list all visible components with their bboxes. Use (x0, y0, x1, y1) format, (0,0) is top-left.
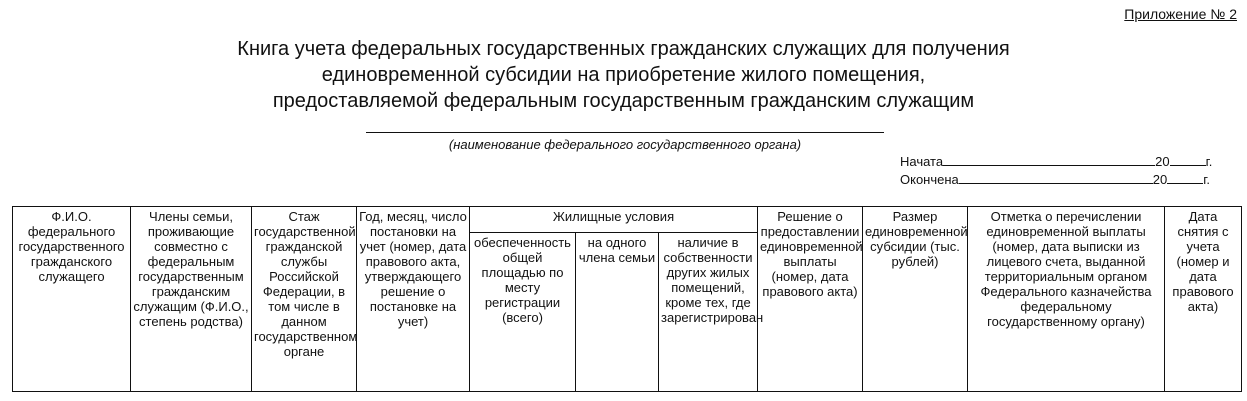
started-date-field[interactable] (943, 153, 1155, 166)
title-line-1: Книга учета федеральных государственных гражданских служащих для получения (237, 38, 1010, 60)
col-housing-per-member: на одного члена семьи (576, 233, 659, 392)
started-year-prefix: 20 (1155, 154, 1170, 169)
ended-label: Окончена (900, 172, 959, 187)
col-fio: Ф.И.О. федерального государственного гражданского служащего (13, 207, 131, 392)
started-year-field[interactable] (1170, 153, 1206, 166)
register-table (12, 206, 1242, 392)
started-year-suffix: г. (1205, 154, 1213, 169)
appendix-label: Приложение № 2 (1124, 6, 1237, 22)
started-label: Начата (900, 154, 944, 169)
col-deregistration-date: Дата снятия с учета (номер и дата правового акта) (1165, 207, 1242, 392)
ended-year-prefix: 20 (1152, 172, 1168, 187)
col-decision: Решение о предоставлении единовременной выплаты (номер, дата правового акта) (758, 207, 863, 392)
col-subsidy-amount: Размер единовременной субсидии (тыс. рублей) (863, 207, 968, 392)
title-line-3: предоставляемой федеральным государственным гражданским служащим (272, 90, 975, 112)
ended-year-suffix: г. (1203, 172, 1211, 187)
col-registration-date: Год, месяц, число постановки на учет (номер, дата правового акта, утверждающего решение о постановке на учет) (357, 207, 470, 392)
col-housing-other-property: наличие в собственности других жилых помещений, кроме тех, где зарегистрирован (659, 233, 758, 392)
started-row (900, 153, 1212, 171)
col-housing-total-area: обеспеченность общей площадью по месту регистрации (всего) (470, 233, 576, 392)
org-name-line[interactable] (366, 132, 884, 133)
ended-row (900, 171, 1212, 189)
col-housing-conditions: Жилищные условия (470, 207, 758, 233)
org-name-caption: (наименование федерального государственного органа) (448, 137, 802, 152)
book-dates (900, 153, 1212, 189)
col-transfer-mark: Отметка о перечислении единовременной выплаты (номер, дата выписки из лицевого счета, выданной территориальным органом Федерального казначейства федеральному государственному органу) (968, 207, 1165, 392)
col-family: Члены семьи, проживающие совместно с федеральным государственным гражданским служащим (Ф.И.О., степень родства) (131, 207, 252, 392)
title-line-2: единовременной субсидии на приобретение жилого помещения, (321, 64, 926, 86)
ended-date-field[interactable] (959, 171, 1153, 184)
col-service-length: Стаж государственной гражданской службы Российской Федерации, в том числе в данном государственном органе (252, 207, 357, 392)
document-title (0, 36, 1247, 114)
ended-year-field[interactable] (1167, 171, 1203, 184)
